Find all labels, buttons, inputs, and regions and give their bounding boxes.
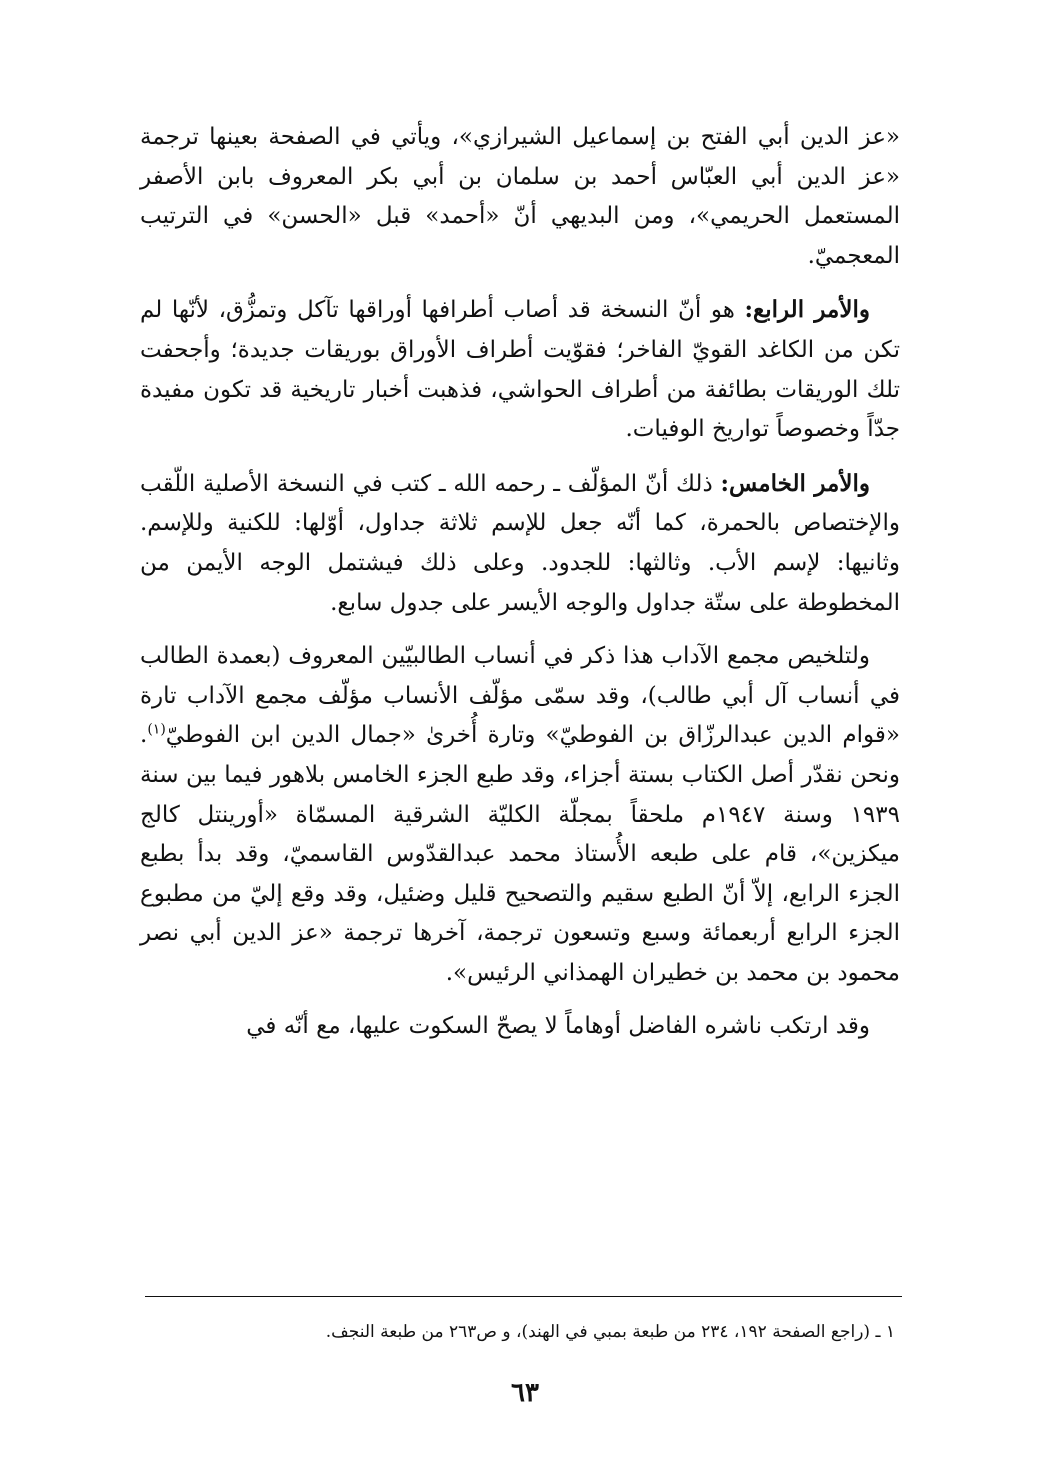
paragraph-5-text: وقد ارتكب ناشره الفاضل أوهاماً لا يصحّ السكوت عليها، مع أنّه في <box>246 1013 870 1040</box>
page-number: ٦٣ <box>511 1378 539 1408</box>
paragraph-2-lead: والأمر الرابع: <box>744 296 870 324</box>
paragraph-3 <box>140 464 900 623</box>
paragraph-1 <box>140 118 900 276</box>
footnote-reference: (١) <box>147 721 166 738</box>
paragraph-2-text: هو أنّ النسخة قد أصاب أطرافها أوراقها تآكل وتمزُّق، لأنّها لم تكن من الكاغد القويّ الفاخر؛ فقوّيت أطراف الأوراق بوريقات جديدة؛ وأجحفت تلك الوريقات بطائفة من أطراف الحواشي، فذهبت أخبار تاريخية قد تكون مفيدة جدّاً وخصوصاً تواريخ الوفيات. <box>140 297 900 443</box>
paragraph-2 <box>140 290 900 449</box>
footnote: ١ ـ (راجع الصفحة ١٩٢، ٢٣٤ من طبعة بمبي في الهند)، و ص٢٦٣ من طبعة النجف. <box>325 1322 895 1342</box>
paragraph-3-lead: والأمر الخامس: <box>720 469 870 497</box>
paragraph-4-text-continued: . ونحن نقدّر أصل الكتاب بستة أجزاء، وقد طبع الجزء الخامس بلاهور فيما بين سنة ١٩٣٩ وسنة ١٩٤٧م ملحقاً بمجلّة الكليّة الشرقية المسمّاة «أورينتل كالج ميكزين»، قام على طبعه الأُستاذ محمد عبدالقدّوس القاسميّ، وقد بدأ بطبع الجزء الرابع، إلاّ أنّ الطبع سقيم والتصحيح قليل وضئيل، وقد وقع إليّ من مطبوع الجزء الرابع أربعمائة وسبع وتسعون ترجمة، آخرها ترجمة «عز الدين أبي نصر محمود بن محمد بن خطيران الهمذاني الرئيس». <box>140 722 900 986</box>
footnote-divider <box>145 1296 902 1297</box>
paragraph-4-text: ولتلخيص مجمع الآداب هذا ذكر في أنساب الطالبيّين المعروف (بعمدة الطالب في أنساب آل أبي طالب)، وقد سمّى مؤلّف الأنساب مؤلّف مجمع الآداب تارة «قوام الدين عبدالرزّاق بن الفوطيّ» وتارة أُخرىٰ «جمال الدين ابن الفوطيّ <box>140 643 900 749</box>
paragraph-4 <box>140 637 900 993</box>
main-text <box>140 118 900 1061</box>
paragraph-1-text: «عز الدين أبي الفتح بن إسماعيل الشيرازي»، ويأتي في الصفحة بعينها ترجمة «عز الدين أبي العبّاس أحمد بن سلمان بن أبي بكر المعروف بابن الأصفر المستعمل الحريمي»، ومن البديهي أنّ «أحمد» قبل «الحسن» في الترتيب المعجميّ. <box>140 124 900 269</box>
paragraph-3-text: ذلك أنّ المؤلّف ـ رحمه الله ـ كتب في النسخة الأصلية اللّقب والإختصاص بالحمرة، كما أنّه جعل للإسم ثلاثة جداول، أوّلها: للكنية وللإسم. وثانيها: لإسم الأب. وثالثها: للجدود. وعلى ذلك فيشتمل الوجه الأيمن من المخطوطة على ستّة جداول والوجه الأيسر على جدول سابع. <box>140 470 900 616</box>
paragraph-5 <box>140 1007 900 1047</box>
